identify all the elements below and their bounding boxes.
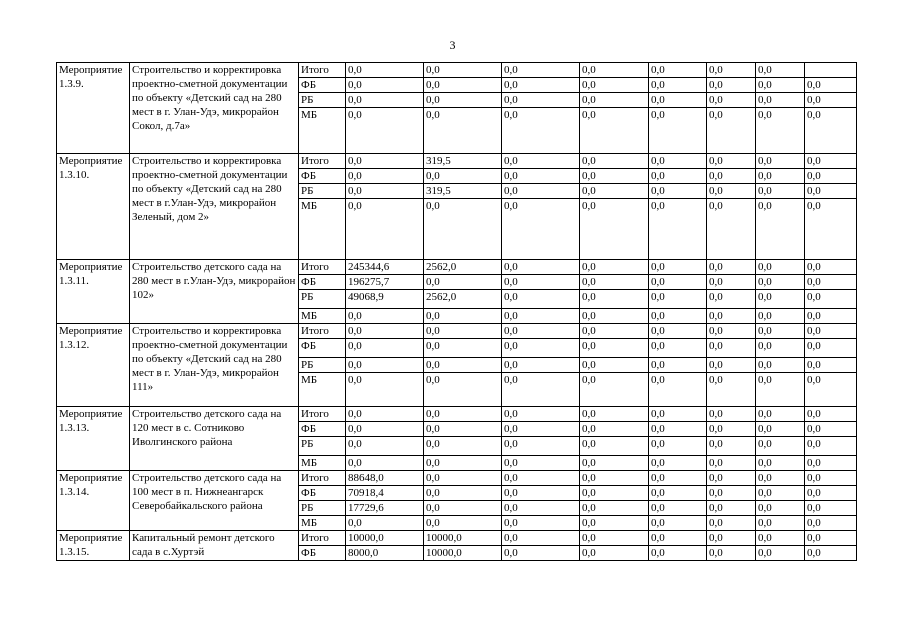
value-cell: 0,0 [346, 309, 424, 324]
value-cell: 0,0 [756, 184, 805, 199]
value-cell: 0,0 [649, 324, 707, 339]
value-cell: 0,0 [346, 456, 424, 471]
value-cell: 0,0 [707, 531, 756, 546]
value-cell: 0,0 [424, 437, 502, 456]
value-cell: 0,0 [502, 78, 580, 93]
value-cell: 0,0 [580, 199, 649, 260]
value-cell: 0,0 [580, 63, 649, 78]
value-cell: 10000,0 [424, 531, 502, 546]
value-cell: 0,0 [649, 373, 707, 407]
value-cell: 0,0 [805, 309, 857, 324]
value-cell: 0,0 [805, 456, 857, 471]
value-cell: 0,0 [424, 93, 502, 108]
value-cell: 0,0 [502, 339, 580, 358]
value-cell: 0,0 [346, 169, 424, 184]
value-cell: 0,0 [424, 339, 502, 358]
value-cell: 0,0 [424, 358, 502, 373]
value-cell: 0,0 [649, 78, 707, 93]
value-cell: 0,0 [502, 309, 580, 324]
value-cell: 0,0 [424, 199, 502, 260]
value-cell: 0,0 [707, 456, 756, 471]
value-cell: 0,0 [756, 93, 805, 108]
value-cell: 0,0 [346, 199, 424, 260]
value-cell: 0,0 [756, 456, 805, 471]
value-cell: 0,0 [502, 373, 580, 407]
funding-source-cell: МБ [299, 373, 346, 407]
value-cell: 0,0 [707, 169, 756, 184]
funding-source-cell: РБ [299, 184, 346, 199]
value-cell: 2562,0 [424, 290, 502, 309]
value-cell: 0,0 [424, 486, 502, 501]
value-cell: 0,0 [346, 184, 424, 199]
value-cell: 0,0 [756, 516, 805, 531]
value-cell: 0,0 [580, 260, 649, 275]
value-cell: 0,0 [707, 260, 756, 275]
value-cell: 0,0 [707, 516, 756, 531]
funding-source-cell: ФБ [299, 486, 346, 501]
funding-source-cell: МБ [299, 516, 346, 531]
value-cell: 0,0 [756, 471, 805, 486]
value-cell: 0,0 [707, 486, 756, 501]
value-cell: 0,0 [424, 108, 502, 154]
event-description: Капитальный ремонт детского сада в с.Хуртэй [130, 531, 299, 561]
value-cell: 0,0 [502, 93, 580, 108]
value-cell: 0,0 [707, 422, 756, 437]
value-cell: 196275,7 [346, 275, 424, 290]
value-cell: 0,0 [805, 422, 857, 437]
value-cell: 0,0 [502, 437, 580, 456]
funding-source-cell: Итого [299, 407, 346, 422]
value-cell: 0,0 [424, 373, 502, 407]
funding-source-cell: МБ [299, 456, 346, 471]
value-cell: 0,0 [756, 546, 805, 561]
value-cell: 0,0 [424, 501, 502, 516]
value-cell: 0,0 [805, 471, 857, 486]
table-row [57, 531, 857, 546]
value-cell: 0,0 [502, 275, 580, 290]
funding-source-cell: РБ [299, 358, 346, 373]
funding-source-cell: Итого [299, 324, 346, 339]
value-cell: 0,0 [805, 199, 857, 260]
value-cell: 0,0 [707, 471, 756, 486]
value-cell: 0,0 [756, 78, 805, 93]
value-cell: 319,5 [424, 184, 502, 199]
value-cell: 0,0 [502, 290, 580, 309]
funding-source-cell: ФБ [299, 546, 346, 561]
value-cell: 0,0 [580, 108, 649, 154]
value-cell: 0,0 [502, 358, 580, 373]
value-cell: 0,0 [580, 78, 649, 93]
value-cell: 0,0 [649, 339, 707, 358]
value-cell: 0,0 [707, 324, 756, 339]
value-cell: 0,0 [756, 260, 805, 275]
value-cell: 0,0 [805, 290, 857, 309]
value-cell: 0,0 [805, 501, 857, 516]
value-cell: 0,0 [346, 373, 424, 407]
value-cell: 0,0 [649, 199, 707, 260]
value-cell: 0,0 [346, 437, 424, 456]
value-cell: 0,0 [649, 275, 707, 290]
value-cell: 0,0 [580, 290, 649, 309]
table-row [57, 260, 857, 275]
value-cell: 0,0 [649, 422, 707, 437]
event-cell: Мероприятие 1.3.9. [57, 63, 130, 154]
value-cell: 0,0 [756, 309, 805, 324]
value-cell: 0,0 [805, 93, 857, 108]
value-cell: 0,0 [805, 275, 857, 290]
funding-source-cell: Итого [299, 260, 346, 275]
value-cell: 0,0 [580, 456, 649, 471]
value-cell: 0,0 [756, 531, 805, 546]
funding-source-cell: МБ [299, 108, 346, 154]
funding-source-cell: ФБ [299, 422, 346, 437]
value-cell: 0,0 [805, 78, 857, 93]
value-cell: 0,0 [580, 169, 649, 184]
value-cell: 0,0 [346, 63, 424, 78]
event-cell: Мероприятие 1.3.11. [57, 260, 130, 324]
value-cell: 0,0 [580, 546, 649, 561]
funding-source-cell: ФБ [299, 169, 346, 184]
value-cell: 0,0 [580, 531, 649, 546]
value-cell: 0,0 [580, 486, 649, 501]
value-cell: 0,0 [805, 546, 857, 561]
value-cell: 0,0 [502, 486, 580, 501]
value-cell: 0,0 [707, 199, 756, 260]
value-cell: 0,0 [502, 471, 580, 486]
value-cell: 49068,9 [346, 290, 424, 309]
value-cell: 0,0 [805, 154, 857, 169]
value-cell: 0,0 [756, 422, 805, 437]
value-cell: 0,0 [502, 63, 580, 78]
value-cell: 0,0 [649, 290, 707, 309]
value-cell: 0,0 [424, 78, 502, 93]
value-cell: 0,0 [756, 437, 805, 456]
value-cell: 0,0 [707, 546, 756, 561]
value-cell: 245344,6 [346, 260, 424, 275]
value-cell: 0,0 [502, 184, 580, 199]
value-cell: 0,0 [424, 63, 502, 78]
value-cell: 0,0 [502, 456, 580, 471]
value-cell: 0,0 [580, 324, 649, 339]
value-cell: 0,0 [707, 63, 756, 78]
value-cell: 0,0 [707, 93, 756, 108]
value-cell: 0,0 [649, 108, 707, 154]
value-cell: 0,0 [649, 63, 707, 78]
value-cell: 0,0 [580, 373, 649, 407]
value-cell: 0,0 [707, 339, 756, 358]
funding-source-cell: ФБ [299, 78, 346, 93]
value-cell: 0,0 [580, 309, 649, 324]
value-cell: 0,0 [580, 339, 649, 358]
value-cell: 0,0 [580, 154, 649, 169]
value-cell: 0,0 [649, 407, 707, 422]
value-cell: 0,0 [707, 373, 756, 407]
value-cell: 0,0 [580, 358, 649, 373]
value-cell: 0,0 [707, 290, 756, 309]
value-cell: 0,0 [580, 516, 649, 531]
funding-source-cell: Итого [299, 63, 346, 78]
value-cell: 0,0 [756, 169, 805, 184]
value-cell: 0,0 [756, 63, 805, 78]
value-cell: 0,0 [502, 169, 580, 184]
value-cell: 0,0 [649, 169, 707, 184]
value-cell: 0,0 [756, 199, 805, 260]
value-cell: 0,0 [649, 501, 707, 516]
value-cell: 0,0 [756, 407, 805, 422]
value-cell: 0,0 [424, 169, 502, 184]
value-cell: 0,0 [756, 324, 805, 339]
value-cell: 0,0 [580, 422, 649, 437]
value-cell: 0,0 [649, 437, 707, 456]
value-cell: 0,0 [424, 422, 502, 437]
value-cell: 0,0 [756, 501, 805, 516]
value-cell: 0,0 [580, 184, 649, 199]
value-cell: 0,0 [502, 501, 580, 516]
value-cell: 8000,0 [346, 546, 424, 561]
value-cell: 0,0 [424, 407, 502, 422]
value-cell: 0,0 [346, 407, 424, 422]
value-cell: 0,0 [424, 324, 502, 339]
event-cell: Мероприятие 1.3.10. [57, 154, 130, 260]
table-row [57, 407, 857, 422]
event-cell: Мероприятие 1.3.15. [57, 531, 130, 561]
value-cell: 0,0 [502, 422, 580, 437]
value-cell: 0,0 [756, 275, 805, 290]
value-cell: 0,0 [580, 275, 649, 290]
value-cell: 0,0 [580, 407, 649, 422]
value-cell: 70918,4 [346, 486, 424, 501]
value-cell: 0,0 [424, 471, 502, 486]
funding-source-cell: РБ [299, 290, 346, 309]
value-cell: 17729,6 [346, 501, 424, 516]
event-cell: Мероприятие 1.3.13. [57, 407, 130, 471]
value-cell: 0,0 [502, 108, 580, 154]
value-cell: 0,0 [346, 93, 424, 108]
value-cell: 0,0 [502, 260, 580, 275]
event-description: Строительство и корректировка проектно-сметной документации по объекту «Детский сад на 280 мест в г.Улан-Удэ, микрорайон Зеленый, дом 2» [130, 154, 299, 260]
event-cell: Мероприятие 1.3.14. [57, 471, 130, 531]
value-cell: 88648,0 [346, 471, 424, 486]
event-description: Строительство и корректировка проектно-сметной документации по объекту «Детский сад на 280 мест в г. Улан-Удэ, микрорайон 111» [130, 324, 299, 407]
event-description: Строительство детского сада на 100 мест в п. Нижнеангарск Северобайкальского района [130, 471, 299, 531]
value-cell: 0,0 [707, 501, 756, 516]
value-cell: 0,0 [649, 531, 707, 546]
page-number: 3 [449, 38, 456, 52]
event-description: Строительство детского сада на 120 мест в с. Сотниково Иволгинского района [130, 407, 299, 471]
table-row [57, 154, 857, 169]
value-cell: 0,0 [502, 407, 580, 422]
value-cell: 0,0 [502, 531, 580, 546]
funding-table [56, 62, 857, 561]
funding-source-cell: Итого [299, 471, 346, 486]
value-cell: 0,0 [756, 290, 805, 309]
value-cell: 0,0 [649, 154, 707, 169]
value-cell: 0,0 [707, 184, 756, 199]
value-cell: 0,0 [502, 154, 580, 169]
value-cell: 0,0 [346, 358, 424, 373]
value-cell: 0,0 [805, 184, 857, 199]
value-cell: 10000,0 [424, 546, 502, 561]
value-cell: 0,0 [424, 456, 502, 471]
value-cell: 0,0 [502, 324, 580, 339]
funding-source-cell: ФБ [299, 275, 346, 290]
value-cell: 0,0 [502, 199, 580, 260]
funding-source-cell: РБ [299, 501, 346, 516]
value-cell: 0,0 [756, 339, 805, 358]
value-cell: 0,0 [707, 108, 756, 154]
funding-source-cell: МБ [299, 309, 346, 324]
value-cell: 0,0 [346, 339, 424, 358]
value-cell: 0,0 [580, 93, 649, 108]
table-row [57, 324, 857, 339]
value-cell: 0,0 [346, 78, 424, 93]
value-cell: 0,0 [649, 471, 707, 486]
table-row [57, 471, 857, 486]
value-cell: 0,0 [346, 154, 424, 169]
value-cell: 0,0 [707, 309, 756, 324]
value-cell: 319,5 [424, 154, 502, 169]
value-cell: 0,0 [502, 546, 580, 561]
value-cell: 0,0 [424, 309, 502, 324]
value-cell: 0,0 [649, 516, 707, 531]
value-cell: 0,0 [707, 78, 756, 93]
value-cell: 0,0 [805, 324, 857, 339]
value-cell: 0,0 [649, 456, 707, 471]
value-cell: 0,0 [649, 184, 707, 199]
value-cell: 0,0 [424, 516, 502, 531]
value-cell: 0,0 [805, 516, 857, 531]
value-cell: 0,0 [649, 546, 707, 561]
value-cell: 0,0 [707, 437, 756, 456]
value-cell: 0,0 [707, 407, 756, 422]
funding-source-cell: РБ [299, 93, 346, 108]
table-row [57, 63, 857, 78]
value-cell [805, 63, 857, 78]
funding-source-cell: Итого [299, 154, 346, 169]
value-cell: 0,0 [502, 516, 580, 531]
value-cell: 0,0 [805, 358, 857, 373]
value-cell: 0,0 [649, 93, 707, 108]
value-cell: 0,0 [346, 108, 424, 154]
value-cell: 0,0 [346, 324, 424, 339]
value-cell: 0,0 [756, 154, 805, 169]
value-cell: 0,0 [424, 275, 502, 290]
value-cell: 0,0 [805, 407, 857, 422]
value-cell: 0,0 [707, 275, 756, 290]
value-cell: 0,0 [707, 358, 756, 373]
value-cell: 0,0 [805, 531, 857, 546]
value-cell: 0,0 [805, 373, 857, 407]
value-cell: 0,0 [805, 260, 857, 275]
value-cell: 0,0 [805, 169, 857, 184]
value-cell: 0,0 [580, 437, 649, 456]
value-cell: 0,0 [649, 260, 707, 275]
value-cell: 0,0 [649, 358, 707, 373]
value-cell: 0,0 [649, 309, 707, 324]
value-cell: 0,0 [346, 422, 424, 437]
funding-source-cell: ФБ [299, 339, 346, 358]
funding-source-cell: Итого [299, 531, 346, 546]
value-cell: 0,0 [756, 108, 805, 154]
value-cell: 0,0 [580, 501, 649, 516]
event-description: Строительство и корректировка проектно-сметной документации по объекту «Детский сад на 280 мест в г. Улан-Удэ, микрорайон Сокол, д.7а» [130, 63, 299, 154]
value-cell: 0,0 [805, 486, 857, 501]
value-cell: 0,0 [707, 154, 756, 169]
funding-source-cell: МБ [299, 199, 346, 260]
funding-source-cell: РБ [299, 437, 346, 456]
value-cell: 0,0 [580, 471, 649, 486]
value-cell: 0,0 [756, 358, 805, 373]
value-cell: 0,0 [805, 437, 857, 456]
value-cell: 0,0 [649, 486, 707, 501]
value-cell: 0,0 [346, 516, 424, 531]
value-cell: 2562,0 [424, 260, 502, 275]
value-cell: 10000,0 [346, 531, 424, 546]
value-cell: 0,0 [805, 108, 857, 154]
value-cell: 0,0 [805, 339, 857, 358]
event-description: Строительство детского сада на 280 мест в г.Улан-Удэ, микрорайон 102» [130, 260, 299, 324]
value-cell: 0,0 [756, 486, 805, 501]
value-cell: 0,0 [756, 373, 805, 407]
event-cell: Мероприятие 1.3.12. [57, 324, 130, 407]
